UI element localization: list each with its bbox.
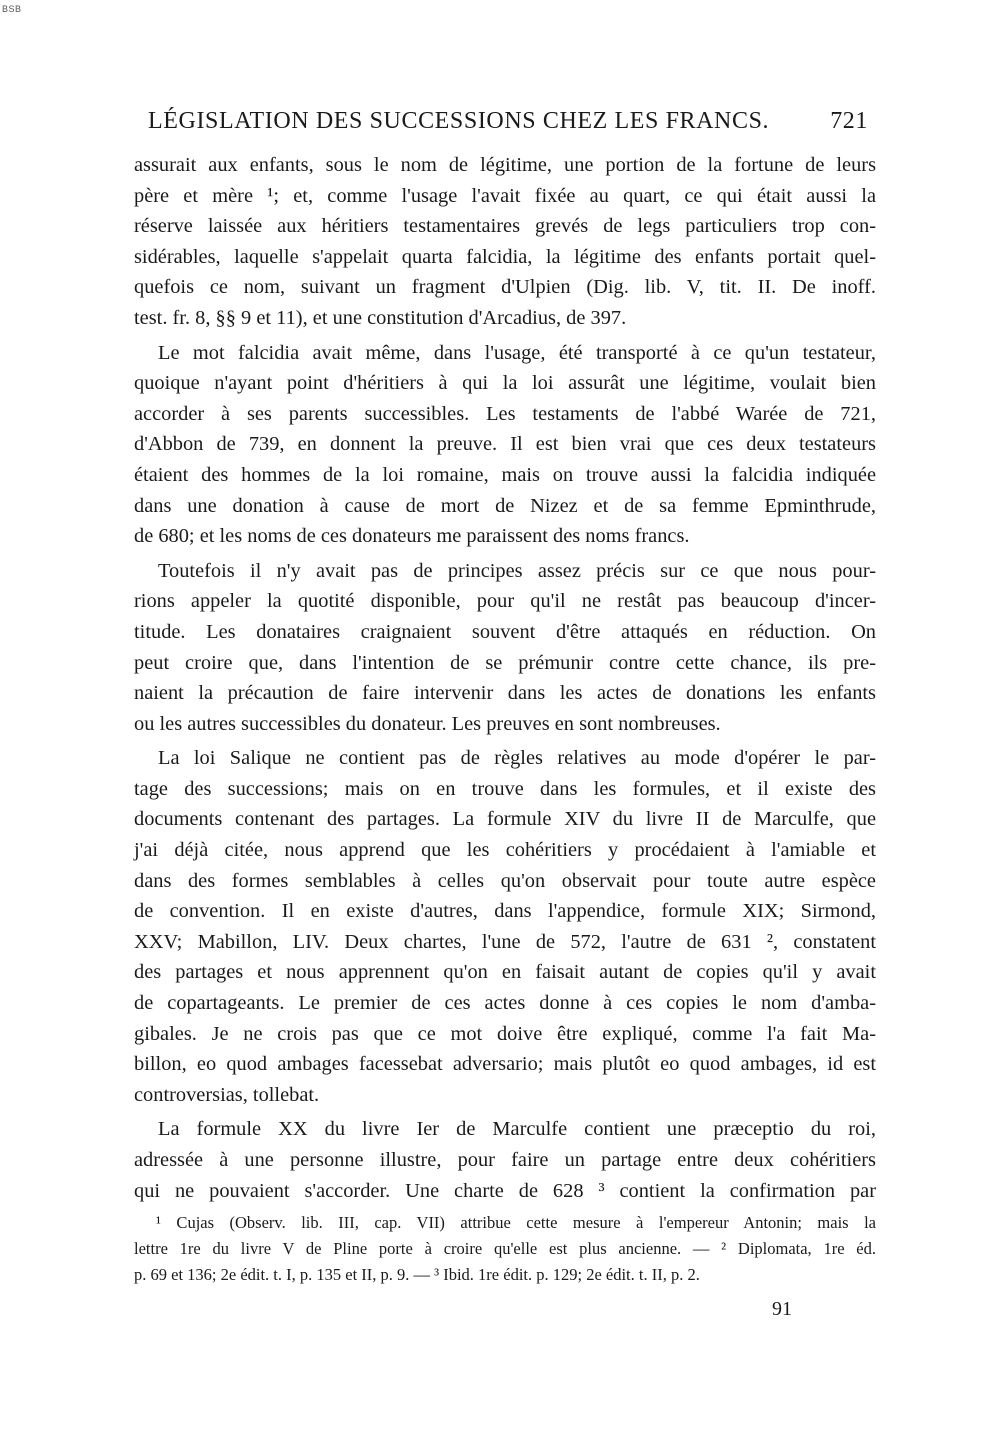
text-line: d'Abbon de 739, en donnent la preuve. Il est bien vrai que ces deux testateurs bbox=[134, 433, 876, 456]
text-line: dans une donation à cause de mort de Nizez et de sa femme Ерminthrude, bbox=[134, 494, 876, 517]
text-line: billon, eo quod ambages facessebat adversario; mais plutôt eo quod ambages, id est bbox=[134, 1053, 876, 1076]
text-line: quefois ce nom, suivant un fragment d'Ulpien (Dig. lib. V, tit. II. De inoff. bbox=[134, 276, 876, 299]
text-line: de copartageants. Le premier de ces actes donne à ces copies le nom d'amba- bbox=[134, 992, 876, 1015]
text-line: de convention. Il en existe d'autres, dans l'appendice, formule XIX; Sirmond, bbox=[134, 900, 876, 923]
text-line: La loi Salique ne contient pas de règles relatives au mode d'opérer le par- bbox=[158, 747, 876, 770]
signature-mark: 91 bbox=[772, 1298, 792, 1320]
text-line: tage des successions; mais on en trouve dans les formules, et il existe des bbox=[134, 777, 876, 800]
page-number: 721 bbox=[830, 108, 868, 134]
text-line: père et mère ¹; et, comme l'usage l'avait fixée au quart, ce qui était aussi la bbox=[134, 184, 876, 207]
text-line: assurait aux enfants, sous le nom de légitime, une portion de la fortune de leurs bbox=[134, 154, 876, 176]
text-line: j'ai déjà citée, nous apprend que les cohéritiers y procédaient à l'amiable et bbox=[134, 839, 876, 862]
text-line: XXV; Mabillon, LIV. Deux chartes, l'une de 572, l'autre de 631 ², constatent bbox=[134, 930, 876, 953]
text-line: Le mot falcidia avait même, dans l'usage, été transporté à ce qu'un testateur, bbox=[158, 341, 876, 364]
text-line: de 680; et les noms de ces donateurs me paraissent des noms francs. bbox=[134, 525, 690, 548]
text-line: rions appeler la quotité disponible, pour qu'il ne restât pas beaucoup d'incer- bbox=[134, 590, 876, 613]
text-line: naient la précaution de faire intervenir dans les actes de donations les enfants bbox=[134, 682, 876, 705]
text-line: adressée à une personne illustre, pour faire un partage entre deux cohéritiers bbox=[134, 1149, 876, 1171]
running-header bbox=[148, 108, 868, 135]
library-stamp: BSB bbox=[2, 4, 22, 14]
text-line: La formule XX du livre Ier de Marculfe contient une præceptio du roi, bbox=[158, 1118, 876, 1141]
text-line: des partages et nous apprennent qu'on en faisait autant de copies qu'il y avait bbox=[134, 961, 876, 984]
footnotes bbox=[134, 1210, 876, 1288]
text-line: qui ne pouvaient s'accorder. Une charte de 628 ³ contient la confirmation par bbox=[134, 1179, 876, 1202]
text-line: peut croire que, dans l'intention de se prémunir contre cette chance, ils pre- bbox=[134, 651, 876, 674]
text-line: controversias, tollebat. bbox=[134, 1083, 320, 1106]
text-line: étaient des hommes de la loi romaine, mais on trouve aussi la falcidia indiquée bbox=[134, 463, 876, 486]
text-line: accorder à ses parents successibles. Les testaments de l'abbé Warée de 721, bbox=[134, 402, 876, 425]
footnote-line: ¹ Cujas (Observ. lib. III, cap. VII) attribue cette mesure à l'empereur Antonin; mais la bbox=[156, 1213, 876, 1232]
footnote-line: lettre 1re du livre V de Pline porte à croire qu'elle est plus ancienne. — ² Diplomata, 1re éd. bbox=[134, 1239, 876, 1258]
text-line: gibales. Je ne crois pas que ce mot doive être expliqué, comme l'a fait Ma- bbox=[134, 1022, 876, 1045]
text-line: dans des formes semblables à celles qu'on observait pour toute autre espèce bbox=[134, 869, 876, 892]
footnote-line: p. 69 et 136; 2e édit. t. I, p. 135 et II, p. 9. — ³ Ibid. 1re édit. p. 129; 2e édit. t. II, p. 2. bbox=[134, 1265, 700, 1284]
text-line: titude. Les donataires craignaient souvent d'être attaqués en réduction. On bbox=[134, 620, 876, 643]
running-title: LÉGISLATION DES SUCCESSIONS CHEZ LES FRANCS. bbox=[148, 108, 770, 134]
text-line: test. fr. 8, §§ 9 et 11), et une constitution d'Arcadius, de 397. bbox=[134, 306, 627, 329]
text-line: réserve laissée aux héritiers testamentaires grevés de legs particuliers trop con- bbox=[134, 215, 876, 238]
text-line: quoique n'ayant point d'héritiers à qui la loi assurât une légitime, voulait bien bbox=[134, 372, 876, 395]
text-line: sidérables, laquelle s'appelait quarta falcidia, la légitime des enfants portait quel- bbox=[134, 245, 876, 268]
text-line: ou les autres successibles du donateur. Les preuves en sont nombreuses. bbox=[134, 712, 721, 735]
text-line: Toutefois il n'y avait pas de principes assez précis sur ce que nous pour- bbox=[158, 559, 876, 582]
text-line: documents contenant des partages. La formule XIV du livre II de Marculfe, que bbox=[134, 808, 876, 831]
main-text bbox=[134, 150, 876, 1206]
